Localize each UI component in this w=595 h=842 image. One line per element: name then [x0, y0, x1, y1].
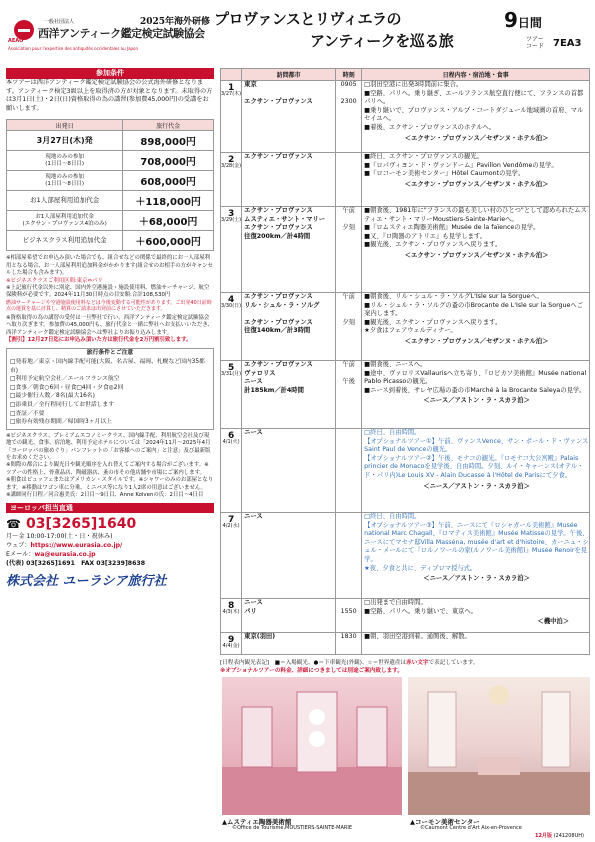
time-cell: 1550 — [336, 599, 362, 633]
day-text: ■朝食後、リル・シュル・ラ・ソルグL'Isle sur la Sorgueへ。 ■リル・シュル・ラ・ソルグの蚤の市Brocante de L'Isle sur la Sorgueへご案内します。 ■観光後、エクサン・プロヴァンスへ戻ります。 ★夕食はフェアウェルディナー。 — [364, 293, 583, 335]
days-number: 9 — [504, 8, 518, 32]
time-cell — [336, 513, 362, 599]
legend-line-1 — [220, 659, 478, 667]
day-cell — [221, 599, 242, 633]
web-label: ウェブ： — [6, 542, 31, 550]
city-cell: 東京 エクサン・プロヴァンス — [242, 81, 336, 153]
note-lecturer: ※講師同行日程／河合惠美氏：2日目〜9日目、Anne Kolvenの氏：2日目〜4日目 — [6, 492, 204, 499]
time-cell: 1830 — [336, 633, 362, 655]
time-cell: 午前 午後 — [336, 361, 362, 429]
plate-shape — [309, 731, 325, 747]
price-header-value: 旅行代金 — [123, 120, 214, 131]
city-cell: ニース パリ — [242, 599, 336, 633]
price-label: お1人部屋利用追加代金 — [7, 191, 123, 211]
day-number: 8 — [227, 601, 235, 611]
footer-doc-code: (241208UH) — [553, 833, 584, 839]
content-cell — [362, 513, 590, 599]
day-number: 9 — [227, 635, 235, 645]
day-date: 4/1(火) — [222, 439, 240, 445]
day-text: □終日、自由時間。 【オプショナルツアー①】午前、ヴァンスVence、サン・ポール・ド・ヴァンスSaint Paul de Venceの観光。 【オプショナルツアー②】午後、モナコの観光。『ロモナコ大公宮殿』Palais princier de Monacoを見学後、自由時間。夕刻、ルイ・キャーンス(オテル・ド・パリ内)Le Louis XV - Alain Ducasse à l'Hôtel de Parisにて夕食。 — [364, 429, 589, 479]
itinerary-table — [220, 68, 590, 655]
conditions-box — [6, 348, 214, 429]
price-label: 3月27日(木)発 — [7, 131, 123, 151]
day-number: 1 — [227, 83, 235, 93]
contact-email-row — [6, 550, 214, 559]
content-cell: ■朝、羽田空港到着。通関後、解散。 — [362, 633, 590, 655]
conditions-box-title: 旅行条件とご注意 — [86, 350, 134, 357]
city-cell: ニース — [242, 429, 336, 513]
content-cell — [362, 81, 590, 153]
content-cell — [362, 429, 590, 513]
note-course: ※資格取得の為の講習の受付は一旦弊社で行い、西洋アンティーク鑑定検定試験協会へ取り次ぎます。参加費の45,000円も、旅行代金と一緒に弊社へお支払いいただき、西洋アンティーク鑑定検定試験協会へは弊社よりお振り込みします。 — [6, 314, 213, 336]
price-value: 708,000円 — [123, 151, 214, 171]
photo-caption-2: ▲コーモン美術センター — [410, 818, 480, 826]
note-discount: 【割引】12月27日迄にお申込み頂いた方は旅行代金を2万円割引致します。 — [6, 337, 192, 344]
tour-code: 7EA3 — [553, 38, 582, 49]
day-number: 7 — [227, 515, 235, 525]
city-cell: エクサン・プロヴァンス ヴァロリス ニース 計185km／計4時間 — [242, 361, 336, 429]
note-order: ※間際の都合により観光日や観光順序を入れ替えてご案内する場合がございます。※ツアーの性格上、骨董品店、陶磁器店、蚤の市その他店舗や市場にご案内します。 — [6, 462, 209, 476]
window-shape — [428, 692, 456, 767]
price-header-date: 出発日 — [7, 120, 123, 131]
photo-caumont-center — [408, 677, 590, 815]
header — [0, 0, 595, 64]
day-date: 4/3(木) — [222, 609, 240, 615]
time-cell — [336, 153, 362, 207]
day-text: □出発まで自由時間。 ■空路、パリへ。乗り継いで、東京へ。 — [364, 599, 478, 615]
legend — [220, 659, 478, 675]
day-text: □終日、自由時間。 【オプショナルツアー③】午前、ニースにて『ロシャガール美術館』Musée national Marc Chagall、『ロマティス美術館』Musée Matisseの見学。午後、ニースにてマセナ邸Villa Masséna, musée d'art et d'histoire、カーニュ・シュル・メールにて『ロルノワールの家(ルノワール美術館)』Musée Renoirを見学。 ★夜、夕食と共に、ディプロマ授与式。 — [364, 513, 589, 572]
price-value: ＋118,000円 — [123, 191, 214, 211]
title-line-1: プロヴァンスとリヴィエラの — [214, 10, 402, 28]
hotel-line: ＜ニース／アストン・ラ・スカラ泊＞ — [423, 575, 530, 583]
note-fuel: 燃油サーチャージや空港施設使用料などは今後変動する可能性があります。ご出発40日前時点の運賃を基に計算し、精算のご請求は出発前にさせていただきます。 — [6, 299, 212, 313]
email-link[interactable]: wa@eurasia.co.jp — [34, 551, 96, 559]
price-value: 608,000円 — [123, 171, 214, 191]
time-cell — [336, 429, 362, 513]
price-value: ＋68,000円 — [123, 211, 214, 231]
day-text: ■朝食後、ニースへ。 ■途中、ヴァロリスVallaurisへ立ち寄り、『ロピカソ美術館』Musée national Pablo Picassoの観光。 ■ニース到着後、サレヤ広場の蚤の市Marché à la Brocante Saleyaの見学。 — [364, 361, 587, 394]
contact-hours: 月〜金 10:00-17:00(土・日・祝休み) — [6, 533, 113, 541]
condition-item: □最少催行人数／8名(最大16名) — [10, 393, 95, 400]
legend-tail: で表記しています。 — [428, 660, 479, 666]
floor-shape — [408, 772, 590, 815]
time-cell: 0905 2300 — [336, 81, 362, 153]
content-cell — [362, 361, 590, 429]
web-link[interactable]: https://www.eurasia.co.jp/ — [30, 542, 123, 550]
association-abbr: AEAO — [8, 38, 24, 44]
condition-item: □食事／朝食○6回・昼食□4回・夕食◎2回 — [10, 384, 124, 391]
day-date: 3/28(金) — [221, 163, 242, 169]
time-cell: 午前 夕刻 — [336, 293, 362, 361]
photo-moustiers-graphic — [222, 677, 402, 815]
content-cell — [362, 153, 590, 207]
city-cell: ニース — [242, 513, 336, 599]
price-value: 898,000円 — [123, 131, 214, 151]
content-cell — [362, 207, 590, 293]
association-prefix: 一般社団法人 — [44, 19, 75, 25]
photo-moustiers-museum — [222, 677, 402, 815]
left-column — [6, 68, 214, 589]
day-number: 6 — [227, 431, 235, 441]
hotel-line: ＜エクサン・プロヴァンス／セザンヌ・ホテル泊＞ — [404, 180, 549, 188]
itin-header-city: 訪問都市 — [242, 69, 336, 81]
price-label: 現地のみの参加 (1日目〜8日目) — [7, 151, 123, 171]
legend-line-2: ※オプショナルツアーの料金、詳細につきましては別途ご案内致します。 — [220, 668, 403, 674]
time-cell: 午前 夕刻 — [336, 207, 362, 293]
day-number: 4 — [227, 295, 235, 305]
condition-item: □旅券有効残存期間／帰国時3ヶ月以上 — [10, 419, 112, 426]
days-count — [504, 8, 542, 32]
itinerary-row — [221, 599, 590, 633]
day-date: 3/31(月) — [221, 371, 242, 377]
photo-caption-1: ▲ムスティエ陶器美術館 — [222, 818, 292, 826]
footer-code — [535, 832, 584, 839]
company-logo: 株式会社 ユーラシア旅行社 — [6, 574, 167, 590]
day-date: 3/30(日) — [221, 303, 242, 309]
display-case — [357, 707, 387, 767]
photo-credit-2: ©Caumont Centre d'Art Aix-en-Provence — [420, 825, 522, 831]
footer-month: 12月版 — [535, 833, 552, 839]
phone-icon: ☎ — [6, 517, 21, 532]
content-cell — [362, 293, 590, 361]
hotel-line: ＜エクサン・プロヴァンス／セザンヌ・ホテル泊＞ — [404, 251, 549, 259]
city-cell: 東京(羽田) — [242, 633, 336, 655]
hotel-line: ＜エクサン・プロヴァンス／セザンヌ・ホテル泊＞ — [404, 337, 549, 345]
price-label: ビジネスクラス利用追加代金 — [7, 231, 123, 251]
day-cell — [221, 81, 242, 153]
city-cell: エクサン・プロヴァンス リル・シュル・ラ・ソルグ エクサン・プロヴァンス 往復140km／計3時間 — [242, 293, 336, 361]
plate-shape — [309, 709, 325, 725]
price-label: 現地のみの参加 (1日目〜8日目) — [7, 171, 123, 191]
itinerary-row — [221, 153, 590, 207]
condition-item: □発着地／東京・国内線手配可能(大阪、名古屋、福岡、札幌など国内35都市) — [10, 359, 205, 374]
tour-code-label: ツアー コード — [526, 36, 545, 50]
day-cell — [221, 633, 242, 655]
condition-item: □添乗員／全行程同行してお世話します — [10, 402, 115, 408]
day-number: 5 — [227, 363, 235, 373]
hotel-line: ＜エクサン・プロヴァンス／セザンヌ・ホテル泊＞ — [404, 134, 549, 142]
sofa-shape — [478, 757, 520, 775]
photo-caumont-graphic — [408, 677, 590, 815]
day-cell — [221, 429, 242, 513]
condition-item: □利用予定航空会社／エールフランス航空 — [10, 376, 120, 383]
price-table — [6, 119, 214, 251]
itin-header-content: 日程内容・宿泊地・食事 — [362, 69, 590, 81]
year-label: 2025年海外研修 — [140, 17, 211, 27]
condition-item: □査証／不要 — [10, 410, 45, 417]
itin-header-day — [221, 69, 242, 81]
note-surcharge: ※上記旅行代金以外に別途、国内外空港施設・施設使用料、燃油サーチャージ、航空保険料が必要です。2024年11月30日時点の目安額:合計108,530円 — [6, 285, 210, 299]
window-shape — [542, 692, 570, 767]
intro-text: 本ツアーは西洋アンティーク鑑定検定試験協会の公式海外研修となります。アンティーク検定3級以上を取得済の方が対象となります。未取得の方は3月1日(土)・2日(日)資格取得の為の講習(参加費45,000円)の受講をお願いします。 — [6, 79, 213, 112]
day-cell — [221, 293, 242, 361]
display-case — [242, 707, 272, 767]
hotel-line: ＜ニース／アストン・ラ・スカラ泊＞ — [423, 482, 530, 490]
email-label: Eメール： — [6, 551, 35, 559]
association-name: 西洋アンティーク鑑定検定試験協会 — [38, 27, 205, 40]
day-cell — [221, 153, 242, 207]
chandelier-shape — [489, 685, 509, 705]
note-business-class: ※ビジネスクラス、プレミアムエコノミークラス、国内線手配、利用航空会社及び現地での観光、食事、宿泊地、利用予定ホテルについては「2024年11月〜2025年4月「ヨーロッパの旅めぐり」パンフレットの「お客様へのご案内」と注意」及び最新版をお求めください。 — [6, 432, 211, 461]
contact-phone[interactable]: 03[3265]1640 — [26, 516, 137, 533]
day-text: □羽田空港に出発3時間前に集合。 ■空路、パリへ。乗り継ぎ、エールフランス航空直行便にて、フランスの首都パリへ。 ■乗り継いで、プロヴァンス・アルプ・コートダジュール地域圏の首府、マルセイユへ。 ■着後、エクサン・プロヴァンスのホテルへ。 — [364, 81, 584, 131]
itinerary-row — [221, 513, 590, 599]
itinerary-row — [221, 207, 590, 293]
itinerary-row — [221, 429, 590, 513]
day-cell — [221, 361, 242, 429]
itinerary-row — [221, 361, 590, 429]
association-logo-icon — [14, 20, 34, 40]
itinerary-row — [221, 293, 590, 361]
day-number: 3 — [227, 209, 235, 219]
contact-rep: (代表) 03[3265]1691 FAX 03[3239]8638 — [6, 560, 146, 568]
itinerary-row — [221, 633, 590, 655]
legend-red-text: 赤い文字 — [406, 660, 429, 666]
price-label: お1人部屋利用追加代金 (エクサン・プロヴァンス4泊のみ) — [7, 211, 123, 231]
itin-header-time: 時刻 — [336, 69, 362, 81]
price-value: ＋600,000円 — [123, 231, 214, 251]
day-cell — [221, 513, 242, 599]
city-cell: エクサン・プロヴァンス ムスティエ・サント・マリー エクサン・プロヴァンス 往復200km／計4時間 — [242, 207, 336, 293]
note-single-room: ※相部屋希望でお申込み頂いた場合でも、組合せなどの関係で最終的にお一人部屋利用となる場合、お一人部屋利用追加料金がかかります(組合せのお相手の方がキャンセルした場合も含みます)。 — [6, 255, 213, 277]
title-line-2: アンティークを巡る旅 — [310, 32, 454, 50]
day-text: ■朝食後、1981年に"フランスの最も美しい村のひとつ"として認められたムスティエ・サント・マリーMoustiers-Sainte-Marieへ。 ■『ロムスティエ陶器美術館』Musée de la faïenceの見学。 ■又、『ロ陶器のアトリエ』も見学します。 ■観光後、エクサン・プロヴァンスへ戻ります。 — [364, 207, 587, 249]
day-date: 3/29(土) — [221, 217, 242, 223]
hotel-line: ＜機中泊＞ — [537, 618, 569, 626]
legend-text: [日程表内観光表記] ■＝入場観光、●＝下車観光(外観)、☆＝世界遺産は — [220, 660, 407, 666]
day-date: 4/4(金) — [222, 643, 240, 649]
content-cell — [362, 599, 590, 633]
conditions-title: 参加条件 — [6, 68, 214, 79]
day-text: ■終日、エクサン・プロヴァンスの観光。 ■『ロパヴィヨン・ド・ヴァンドーム』Pavillon Vendômeの見学。 ■『ロコーモン美術センター』Hôtel Caumontの見学。 — [364, 153, 558, 178]
note-business: ※ビジネスクラスご利用区間:東京⇔パリ — [6, 277, 103, 284]
contact-title: ヨーロッパ担当直通 — [6, 503, 214, 513]
day-cell — [221, 207, 242, 293]
photo-credit-1: ©Office de Tourisme,MOUSTIERS-SAINTE-MARIE — [232, 825, 353, 831]
hotel-line: ＜ニース／アストン・ラ・スカラ泊＞ — [423, 397, 530, 405]
city-cell: エクサン・プロヴァンス — [242, 153, 336, 207]
itinerary-row — [221, 81, 590, 153]
association-english: Association pour l'expertise des antiquités occidentales au Japon — [8, 46, 139, 51]
contact-web-row — [6, 541, 214, 550]
day-number: 2 — [227, 155, 235, 165]
floor-shape — [222, 767, 402, 815]
day-date: 3/27(木) — [221, 91, 242, 97]
day-date: 4/2(水) — [222, 523, 240, 529]
contact-phone-row — [6, 513, 214, 532]
days-unit: 日間 — [517, 16, 542, 30]
note-breakfast: ※朝食はビュッフェまたはアメリカン・スタイルです。※シャワーのみのお部屋となります。※移動はワゴン車に分乗、ミニバス等になり1人2席の用意はございません。 — [6, 477, 214, 491]
